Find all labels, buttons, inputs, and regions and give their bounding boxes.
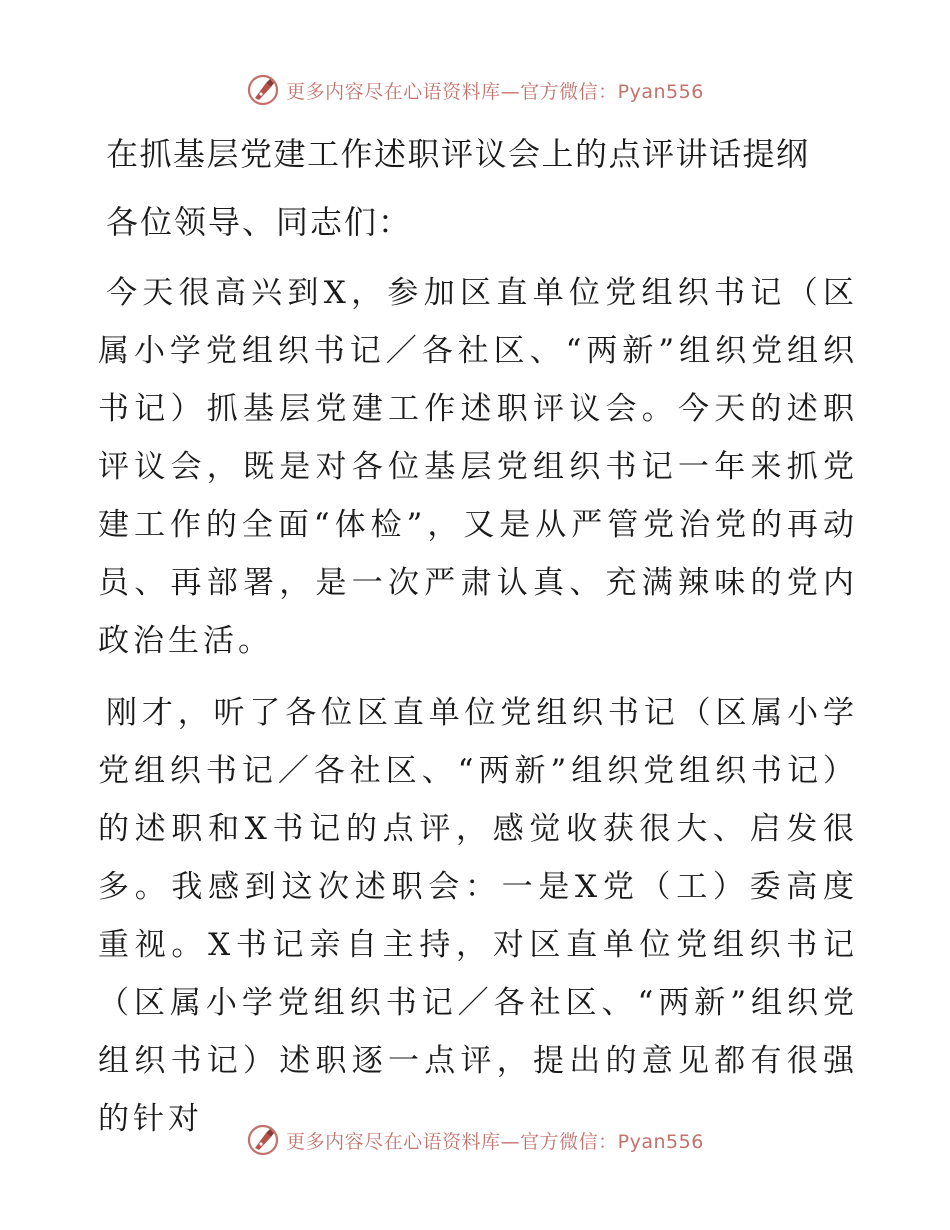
- paragraph-1: 今天很高兴到X，参加区直单位党组织书记（区属小学党组织书记／各社区、“两新”组织党组织书记）抓基层党建工作述职评议会。今天的述职评议会，既是对各位基层党组织书记一年来抓党建工作的全面“体检”，又是从严管党治党的再动员、再部署，是一次严肃认真、充满辣味的党内政治生活。: [98, 275, 858, 659]
- watermark-text: 更多内容尽在心语资料库—官方微信：Pyan556: [286, 80, 704, 103]
- watermark-text: 更多内容尽在心语资料库—官方微信：Pyan556: [286, 1130, 704, 1153]
- paragraph-2: 刚才，听了各位区直单位党组织书记（区属小学党组织书记／各社区、“两新”组织党组织书记）的述职和X书记的点评，感觉收获很大、启发很多。我感到这次述职会：一是X党（工）委高度重视。X书记亲自主持，对区直单位党组织书记（区属小学党组织书记／各社区、“两新”组织党组织书记）述职逐一点评，提出的意见都有很强的针对: [98, 695, 858, 1137]
- header-watermark: [0, 70, 950, 110]
- document-body: [98, 120, 858, 1148]
- footer-watermark: [0, 1120, 950, 1160]
- document-title: 在抓基层党建工作述职评议会上的点评讲话提纲: [106, 135, 810, 173]
- pen-nib-circle-icon: [246, 1123, 280, 1157]
- pen-nib-circle-icon: [246, 73, 280, 107]
- salutation: 各位领导、同志们：: [106, 203, 413, 241]
